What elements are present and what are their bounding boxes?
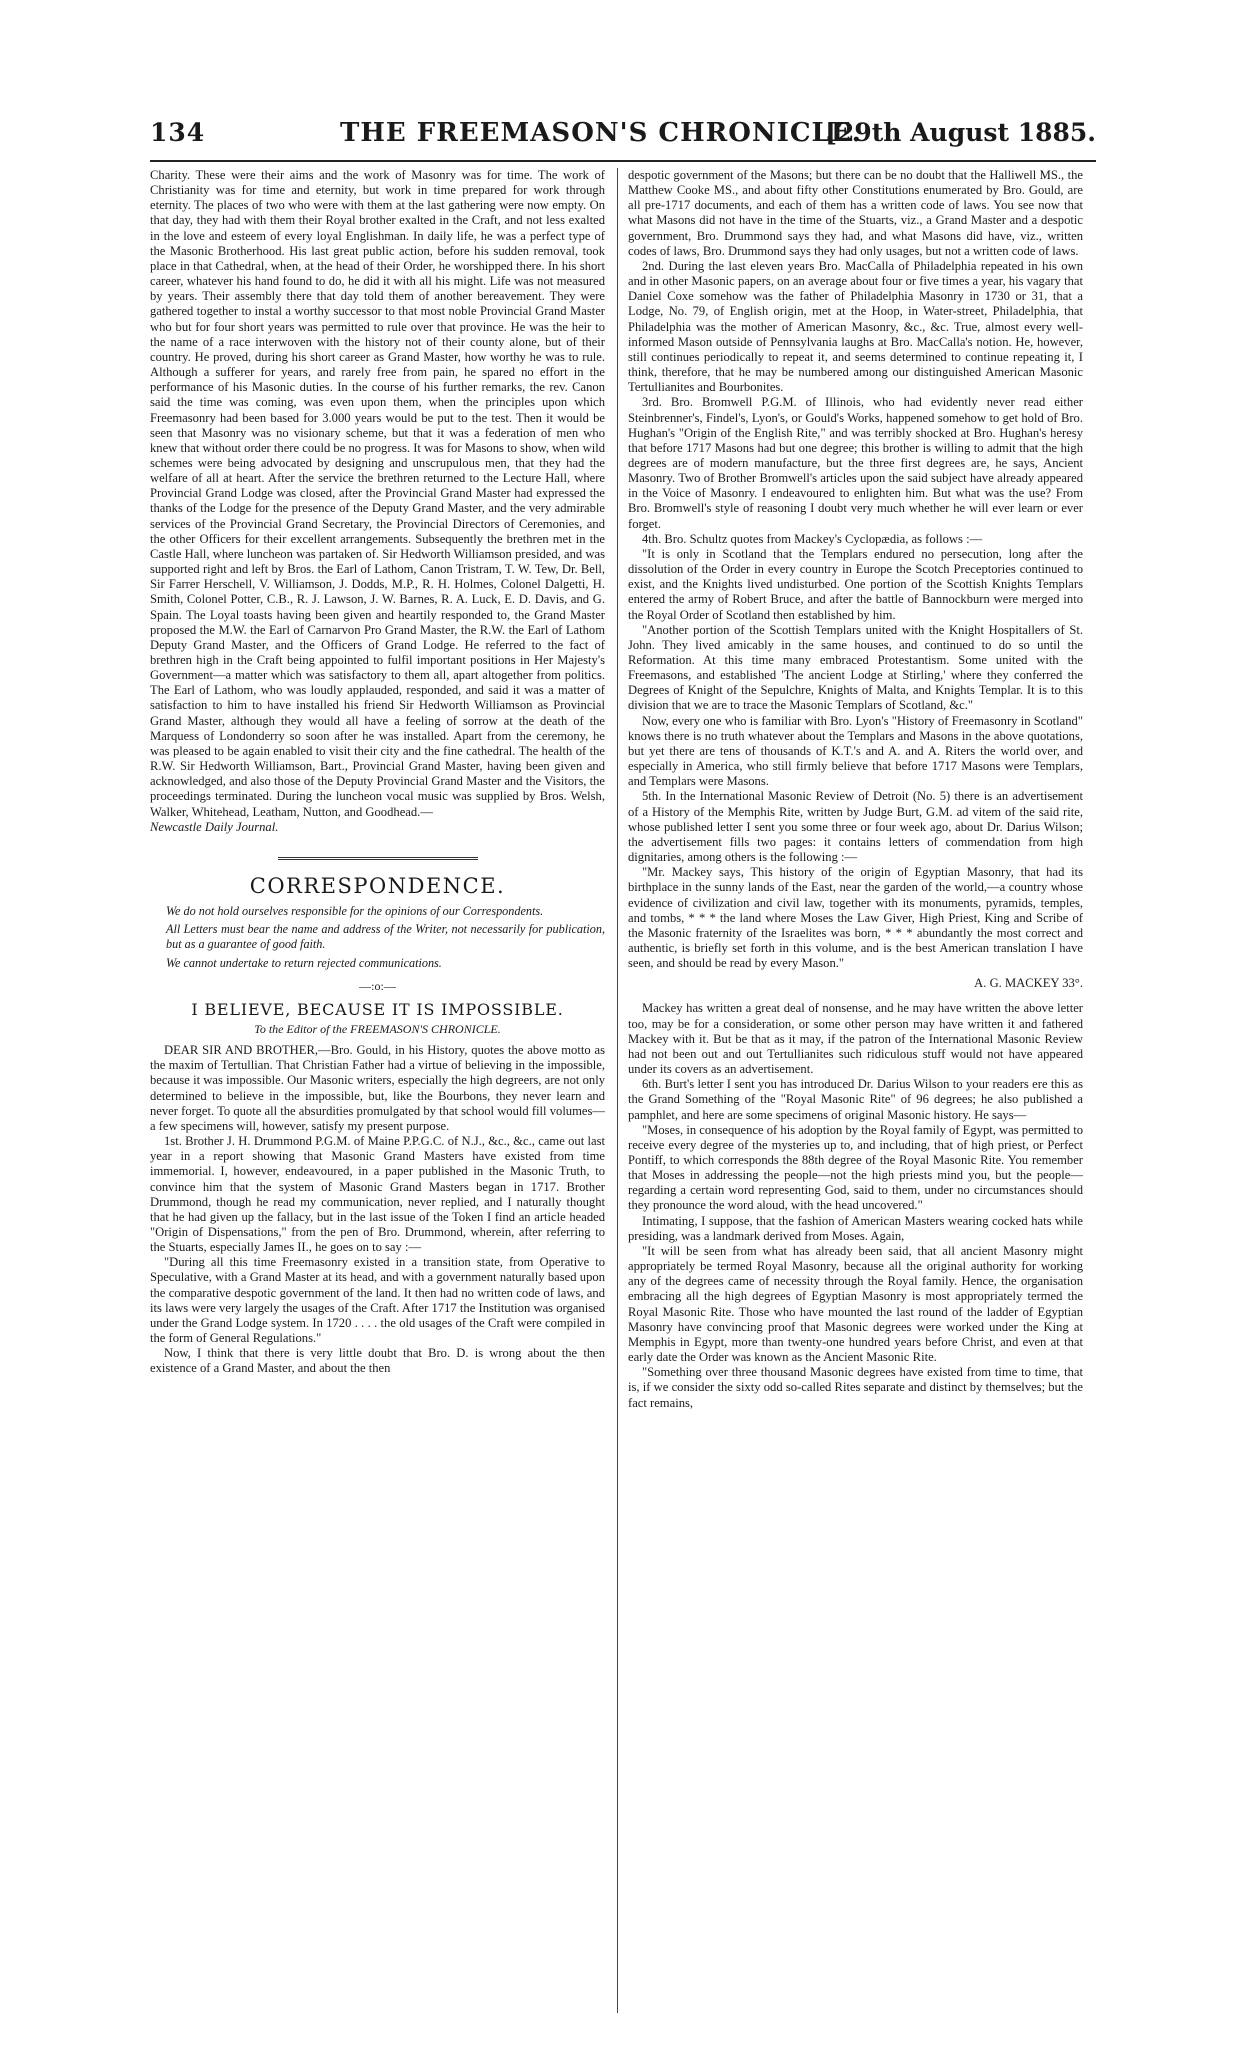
letter-paragraph: 1st. Brother J. H. Drummond P.G.M. of Maine P.P.G.C. of N.J., &c., &c., came out last year in a report showing that Masonic Grand Masters have existed from time immemorial. I, however, endeavoured, in a paper published in the Masonic Truth, to convince him that the system of Masonic Grand Masters began in 1717. Brother Drummond, though he read my communication, never replied, and I naturally thought that he had given up the fallacy, but in the last issue of the Token I find an article headed "Origin of Dispensations," from the pen of Bro. Drummond, wherein, after referring to the Stuarts, especially James II., he goes on to say :— [150, 1134, 605, 1255]
notice-item: We cannot undertake to return rejected communications. [166, 955, 442, 970]
letter-paragraph: 5th. In the International Masonic Review of Detroit (No. 5) there is an advertisement of a History of the Memphis Rite, written by Judge Burt, G.M. ad vitem of the said rite, whose published letter I sent you some three or four week ago, about Dr. Darius Wilson; the advertisement fills two pages: it contains letters of commendation from high dignitaries, among others is the following :— [628, 789, 1083, 865]
page-header [150, 118, 1096, 156]
letter-paragraph: Mackey has written a great deal of nonsense, and he may have written the above letter too, may be for a consideration, or some other person may have written it and fathered Mackey with it. But be that as it may, if the patron of the International Masonic Review had not been out and out Tertullianites such ridiculous stuff would not have appeared under its covers as an advertisement. [628, 1001, 1083, 1077]
notice-item: We do not hold ourselves responsible for the opinions of our Correspondents. [166, 904, 544, 919]
header-rule [150, 160, 1096, 162]
letter-paragraph: 3rd. Bro. Bromwell P.G.M. of Illinois, who had evidently never read either Steinbrenner's, Findel's, Lyon's, or Gould's Works, happened somehow to get hold of Bro. Hughan's "Origin of the English Rite," and was terribly shocked at Bro. Hughan's heresy that before 1717 Masons had but one degree; this brother is willing to admit that the high degrees are of modern manufacture, but the three first degrees are, he says, Ancient Masonry. Two of Brother Bromwell's articles upon the said subject have already appeared in the Voice of Masonry. I endeavoured to enlighten him. But what was the use? From Bro. Bromwell's style of reasoning I doubt very much whether he will ever learn or ever forget. [628, 395, 1083, 531]
letter-paragraph: 4th. Bro. Schultz quotes from Mackey's Cyclopædia, as follows :— [642, 531, 983, 546]
signature: A. G. MACKEY 33°. [974, 976, 1083, 991]
letter-paragraph: "Something over three thousand Masonic degrees have existed from time to time, that is, if we consider the sixty odd so-called Rites separate and distinct by themselves; but the fact remains, [628, 1365, 1083, 1410]
letter-paragraph: 2nd. During the last eleven years Bro. MacCalla of Philadelphia repeated in his own and in other Masonic papers, on an average about four or five times a year, his vagary that Daniel Coxe somehow was the father of Philadelphia Masonry in 1730 or 31, that a Lodge, No. 79, of English origin, met at the Hoop, in Water-street, Philadelphia, that Philadelphia was the mother of American Masonry, &c., &c. True, almost every well-informed Mason outside of Pennsylvania laughs at Bro. MacCalla's notion. He, however, still continues periodically to repeat it, and seems determined to continue repeating it, I think, therefore, that he may be numbered among our distinguished American Masonic Tertullianites and Bourbonites. [628, 258, 1083, 395]
letter-paragraph: DEAR SIR AND BROTHER,—Bro. Gould, in his History, quotes the above motto as the maxim of Tertullian. That Christian Father had a virtue of believing in the impossible, because it was impossible. Our Masonic writers, especially the high degreers, are not only determined to believe in the impossible, but, like the Bourbons, they never learn and never forget. To quote all the absurdities promulgated by that school would fill volumes—a few specimens will, however, satisfy my present purpose. [150, 1043, 605, 1133]
masthead-title: THE FREEMASON'S CHRONICLE. [340, 118, 862, 148]
letter-paragraph: "Another portion of the Scottish Templars united with the Knight Hospitallers of St. John. They lived amicably in the same houses, and continued to do so until the Reformation. At this time many embraced Protestantism. Some united with the Freemasons, and established 'The ancient Lodge at Stirling,' where they conferred the Degrees of Knight of the Sepulchre, Knights of Malta, and Knights Templar. It is to this division that we are to trace the Masonic Templars of Scotland, &c." [628, 622, 1083, 713]
letter-paragraph: "It is only in Scotland that the Templars endured no persecution, long after the dissolution of the Order in every country in Europe the Scotch Preceptories continued to exist, and the Knights lived undisturbed. One portion of the Scottish Knights Templars entered the army of Robert Bruce, and after the battle of Bannockburn were merged into the Royal Order of Scotland then established by him. [628, 546, 1083, 622]
page-number: 134 [150, 118, 206, 147]
section-divider [278, 857, 478, 863]
notice-item: All Letters must bear the name and address of the Writer, not necessarily for publication, but as a guarantee of good faith. [166, 922, 605, 952]
issue-date: [29th August 1885. [825, 118, 1096, 147]
column-rule [617, 168, 618, 2013]
letter-paragraph: "Mr. Mackey says, This history of the origin of Egyptian Masonry, that had its birthplace in the sunny lands of the East, near the garden of the world,—a country whose evidence of civilization and civil law, together with its monuments, pyramids, temples, and tombs, * * * the land where Moses the Law Giver, High Priest, King and Scribe of the Masonic fraternity of the Israelites was born, * * * abundantly the most correct and authentic, is briefly set forth in this volume, and is the best American translation I have seen, and should be read by every Mason." [628, 865, 1083, 971]
letter-paragraph: Intimating, I suppose, that the fashion of American Masters wearing cocked hats while presiding, was a landmark derived from Moses. Again, [628, 1213, 1083, 1243]
letter-paragraph: "Moses, in consequence of his adoption by the Royal family of Egypt, was permitted to receive every degree of the mysteries up to, and including, that of high priest, or Perfect Pontiff, to which corresponds the 88th degree of the Royal Masonic Rite. You remember that Moses in addressing the people—not the high priests mind you, but the people—regarding a certain word representing God, said to them, under no circumstances should they pronounce the word aloud, with the head uncovered." [628, 1122, 1083, 1213]
ornament-divider: —:o:— [359, 978, 396, 993]
letter-paragraph: despotic government of the Masons; but there can be no doubt that the Halliwell MS., the Matthew Cooke MS., and about fifty other Constitutions enumerated by Bro. Gould, are all pre-1717 documents, and each of them has a written code of laws. You see now that what Masons did not have in the time of the Stuarts, viz., a Grand Master and a despotic government, Bro. Drummond says they had, and what Masons did have, viz., written codes of laws, Bro. Drummond says they had only usages, but not a written code of laws. [628, 168, 1083, 258]
addressee: To the Editor of the FREEMASON'S CHRONICLE. [254, 1021, 501, 1036]
report-paragraph: Charity. These were their aims and the work of Masonry was for time. The work of Christianity was for time and eternity, but work in time prepared for work through eternity. The places of two who were with them at the last gathering were now empty. On that day, they had with them their Royal brother exalted in the Craft, and not less exalted in the love and esteem of every loyal Englishman. In daily life, he was a perfect type of the Masonic Brotherhood. His last great public action, before his sudden removal, took place in that Cathedral, when, at the head of their Order, he worshipped there. In his short career, whatever his hand found to do, he did it with all his might. Life was not measured by years. Their assembly there that day told them of another bereavement. They were gathered together to instal a worthy successor to that most noble Provincial Grand Master who but for four short years was permitted to rule over that province. He was the heir to the name of a race interwoven with the history not of their county alone, but of their country. He proved, during his short career as Grand Master, how worthy he was to rule. Although a sufferer for years, and rarely free from pain, he spared no effort in the performance of his Masonic duties. In the course of his further remarks, the rev. Canon said the time was coming, was even upon them, when the principles upon which Freemasonry had been based for 3.000 years would be put to the test. Then it would be seen that Masonry was no visionary scheme, but that it was a federation of men who knew that without order there could be no progress. It was for Masons to show, when wild schemes were being advocated by designing and unscrupulous men, that they had the welfare of all at heart. After the service the brethren returned to the Lecture Hall, where Provincial Grand Lodge was closed, after the Provincial Grand Master had expressed the thanks of the Lodge for the presence of the Deputy Grand Master, and the very admirable services of the Provincial Grand Secretary, the Provincial Directors of Ceremonies, and the other Officers for their excellent arrangements. Subsequently the brethren met in the Castle Hall, where luncheon was partaken of. Sir Hedworth Williamson presided, and was supported right and left by Bros. the Earl of Lathom, Canon Tristram, T. W. Tew, Dr. Bell, Sir Farrer Herschell, V. Williamson, J. Dodds, M.P., R. H. Holmes, Colonel Dalgetti, H. Smith, Colonel Potter, C.B., R. J. Lawson, J. W. Barnes, R. A. Luck, E. D. Davis, and G. Spain. The Loyal toasts having been given and heartily responded to, the Grand Master proposed the M.W. the Earl of Carnarvon Pro Grand Master, the R.W. the Earl of Lathom Deputy Grand Master, and the Officers of Grand Lodge. He referred to the fact of brethren high in the Craft being appointed to fulfil important positions in Her Majesty's Government—a matter which was satisfactory to them all, apart altogether from politics. The Earl of Lathom, who was loudly applauded, responded, and said it was a matter of satisfaction to him to have installed his friend Sir Hedworth Williamson as Provincial Grand Master, although they would all have a feeling of sorrow at the death of the Marquess of Londonderry so soon after he was installed. Apart from the ceremony, he was pleased to be again enabled to visit their city and the fine cathedral. The health of the R.W. Sir Hedworth Williamson, Bart., Provincial Grand Master, having been given and acknowledged, and also those of the Deputy Provincial Grand Master and the Visitors, the proceedings terminated. During the luncheon vocal music was supplied by Bros. Welsh, Walker, Whitehead, Leatham, Nutton, and Goodhead.— [150, 168, 605, 819]
letter-paragraph: Now, I think that there is very little doubt that Bro. D. is wrong about the then existence of a Grand Master, and about the then [150, 1346, 605, 1376]
report-source: Newcastle Daily Journal. [150, 819, 279, 834]
newspaper-page [150, 118, 1096, 2018]
letter-paragraph: "During all this time Freemasonry existed in a transition state, from Operative to Speculative, with a Grand Master at its head, and with a government naturally based upon the comparative despotic government of the land. It then had no written code of laws, and its laws were very largely the usages of the Craft. After 1717 the Institution was organised under the Grand Lodge system. In 1720 . . . . the old usages of the Craft were compiled in the form of General Regulations." [150, 1255, 605, 1346]
letter-paragraph: Now, every one who is familiar with Bro. Lyon's "History of Freemasonry in Scotland" knows there is no truth whatever about the Templars and Masons in the above quotations, but yet there are tens of thousands of K.T.'s and A. and A. Riters the world over, and especially in America, who still firmly believe that before 1717 Masons were Templars, and Templars were Masons. [628, 713, 1083, 789]
right-column [628, 168, 1083, 1411]
article-title: I BELIEVE, BECAUSE IT IS IMPOSSIBLE. [191, 999, 564, 1019]
letter-paragraph: "It will be seen from what has already been said, that all ancient Masonry might appropriately be termed Royal Masonry, because all the original authority for working any of the degrees came of necessity through the Royal family. Hence, the organisation embracing all the high degrees of Egyptian Masonry is most appropriately termed the Royal Masonic Rite. Those who have mounted the last round of the ladder of Egyptian Masonry have convincing proof that Masonic degrees were worked under the King at Memphis in Egypt, more than twenty-one hundred years before Christ, and even at that early date the Order was known as the Ancient Masonic Rite. [628, 1243, 1083, 1365]
letter-paragraph: 6th. Burt's letter I sent you has introduced Dr. Darius Wilson to your readers ere this as the Grand Something of the "Royal Masonic Rite" of 96 degrees; he also published a pamphlet, and here are some specimens of original Masonic history. He says— [628, 1077, 1083, 1122]
left-column [150, 168, 605, 1377]
correspondence-heading: CORRESPONDENCE. [249, 873, 506, 898]
